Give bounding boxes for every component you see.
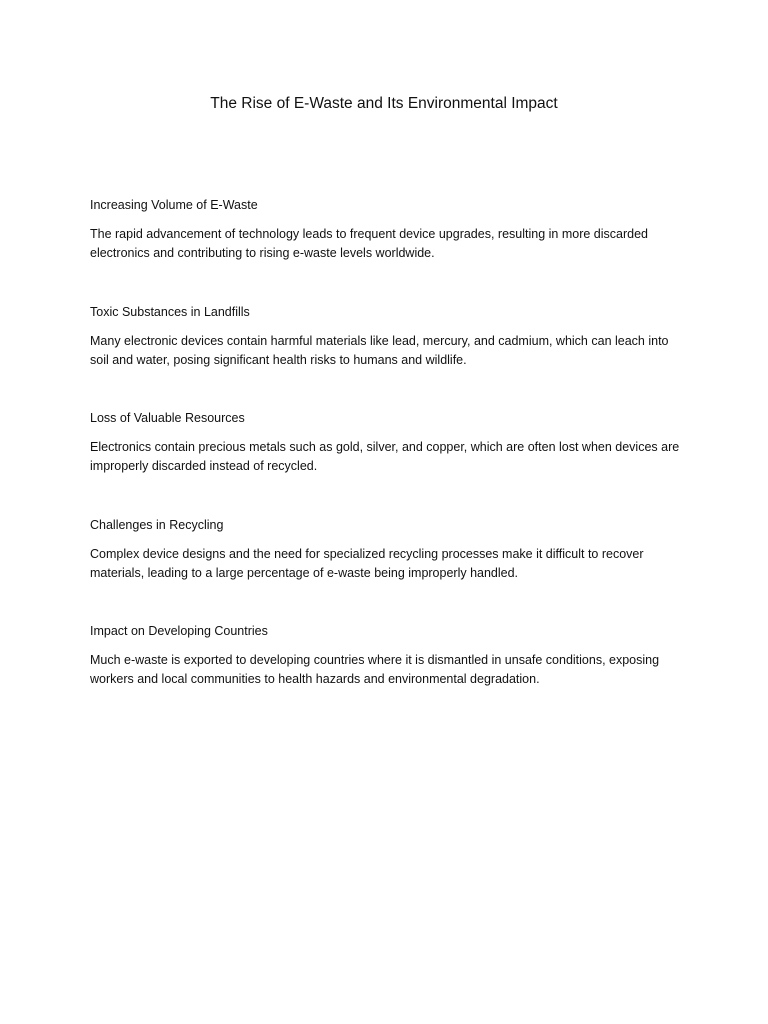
section-toxic-substances: [90, 303, 690, 410]
section-increasing-volume: [90, 196, 690, 303]
section-body: The rapid advancement of technology leads to frequent device upgrades, resulting in more discarded electronics and contributing to rising e-waste levels worldwide.: [90, 227, 648, 260]
document-title: The Rise of E-Waste and Its Environmental Impact: [210, 95, 558, 112]
section-heading: Toxic Substances in Landfills: [90, 304, 250, 319]
section-list: [90, 196, 690, 729]
section-heading: Increasing Volume of E-Waste: [90, 198, 258, 212]
section-loss-of-resources: [90, 409, 690, 516]
section-body: Complex device designs and the need for specialized recycling processes make it difficult to recover materials, leading to a large percentage of e-waste being improperly handled.: [90, 546, 644, 580]
section-heading: Challenges in Recycling: [90, 517, 224, 532]
section-heading: Loss of Valuable Resources: [90, 411, 245, 425]
section-recycling-challenges: [90, 516, 690, 623]
section-body: Electronics contain precious metals such as gold, silver, and copper, which are often lost when devices are improperly discarded instead of recycled.: [90, 440, 680, 473]
section-body: Much e-waste is exported to developing countries where it is dismantled in unsafe conditions, exposing workers and local communities to health hazards and environmental degradation.: [90, 653, 660, 686]
section-developing-countries: [90, 622, 690, 729]
section-heading: Impact on Developing Countries: [90, 624, 268, 638]
section-body: Many electronic devices contain harmful materials like lead, mercury, and cadmium, which can leach into soil and water, posing significant health risks to humans and wildlife.: [90, 333, 669, 367]
